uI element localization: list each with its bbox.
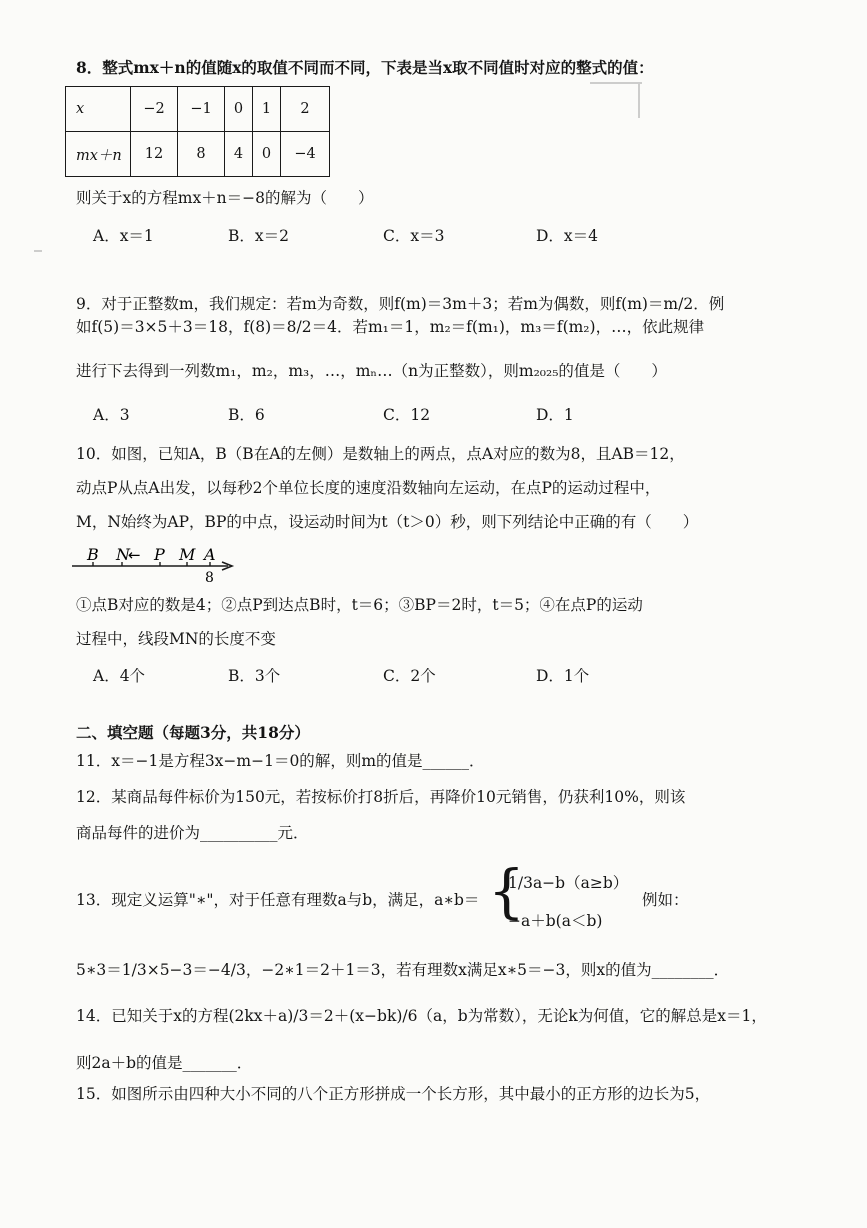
q12-line2: 商品每件的进价为__________元．: [76, 824, 309, 842]
option-d: D．1个: [536, 667, 590, 685]
q10-line3: M，N始终为AP，BP的中点，设运动时间为t（t＞0）秒，则下列结论中正确的有（ ）: [76, 513, 699, 531]
q14-line1: 14．已知关于x的方程(2kx＋a)/3＝2＋(x−bk)/6（a，b为常数），无论k为何值，它的解总是x＝1，: [76, 1007, 767, 1025]
q10-line1: 10．如图，已知A，B（B在A的左侧）是数轴上的两点，点A对应的数为8，且AB＝12，: [76, 445, 685, 463]
option-c: C．x＝3: [383, 227, 445, 245]
table-cell: −4: [281, 132, 330, 177]
scan-mark: [590, 82, 642, 84]
q10-line2: 动点P从点A出发，以每秒2个单位长度的速度沿数轴向左运动，在点P的运动过程中，: [76, 479, 661, 497]
section-title: 二、填空题（每题3分，共18分）: [76, 723, 310, 742]
option-a: A．4个: [93, 667, 146, 685]
q12-line1: 12．某商品每件标价为150元，若按标价打8折后，再降价10元销售，仍获利10%，则该: [76, 788, 686, 806]
number-line-figure: [72, 542, 242, 584]
option-b: B．6: [228, 406, 265, 424]
q11: 11．x＝−1是方程3x−m−1＝0的解，则m的值是______．: [76, 752, 485, 770]
q8-value-table: [65, 86, 330, 177]
point-b-label: B: [87, 545, 99, 564]
q13-brace: {: [488, 857, 525, 925]
q10-line5: 过程中，线段MN的长度不变: [76, 630, 276, 648]
table-row: [66, 132, 330, 177]
table-cell: 2: [281, 87, 330, 132]
scan-mark: [34, 250, 42, 252]
table-cell: −1: [178, 87, 225, 132]
point-n-label: N: [116, 545, 130, 564]
option-d: D．1: [536, 406, 574, 424]
scan-mark: [638, 84, 640, 118]
q13-case1: 1/3a−b（a≥b）: [508, 874, 629, 892]
option-c: C．2个: [383, 667, 436, 685]
q13-stem: 13．现定义运算"∗"，对于任意有理数a与b，满足，a∗b＝: [76, 891, 480, 909]
table-header-expression: mx＋n: [66, 132, 131, 177]
option-a: A．3: [93, 406, 130, 424]
option-c: C．12: [383, 406, 431, 424]
q13-case2: −a＋b(a＜b): [508, 912, 603, 930]
q10-line4: ①点B对应的数是4；②点P到达点B时，t＝6；③BP＝2时，t＝5；④在点P的运动: [76, 596, 643, 614]
q15-line1: 15．如图所示由四种大小不同的八个正方形拼成一个长方形，其中最小的正方形的边长为5，: [76, 1085, 711, 1103]
option-a: A．x＝1: [93, 227, 154, 245]
left-arrow-icon: ←: [128, 546, 141, 564]
q9-line2: 如f(5)＝3×5＋3＝18，f(8)＝8/2＝4．若m₁＝1，m₂＝f(m₁)，m₃＝f(m₂)，…，依此规律: [76, 318, 705, 336]
point-p-label: P: [154, 545, 165, 564]
q13-example-label: 例如：: [642, 891, 689, 909]
point-a-label: A: [204, 545, 216, 564]
table-header-x: x: [66, 87, 131, 132]
q8-question: 则关于x的方程mx＋n＝−8的解为（ ）: [76, 189, 374, 207]
option-b: B．x＝2: [228, 227, 289, 245]
q8-stem: 8．整式mx＋n的值随x的取值不同而不同，下表是当x取不同值时对应的整式的值：: [76, 58, 654, 77]
option-d: D．x＝4: [536, 227, 599, 245]
table-cell: 1: [253, 87, 281, 132]
table-cell: 0: [225, 87, 253, 132]
q13-line2: 5∗3＝1/3×5−3＝−4/3，−2∗1＝2＋1＝3，若有理数x满足x∗5＝−3，则x的值为________．: [76, 961, 730, 979]
q14-line2: 则2a＋b的值是_______．: [76, 1054, 253, 1072]
table-cell: 4: [225, 132, 253, 177]
point-m-label: M: [179, 545, 196, 564]
q9-line3: 进行下去得到一列数m₁，m₂，m₃，…，mₙ…（n为正整数），则m₂₀₂₅的值是（ ）: [76, 362, 667, 380]
table-cell: −2: [131, 87, 178, 132]
point-a-value: 8: [205, 570, 214, 586]
table-cell: 12: [131, 132, 178, 177]
table-cell: 8: [178, 132, 225, 177]
table-cell: 0: [253, 132, 281, 177]
table-row: [66, 87, 330, 132]
q9-line1: 9．对于正整数m，我们规定：若m为奇数，则f(m)＝3m＋3；若m为偶数，则f(m)＝m/2．例: [76, 295, 725, 313]
option-b: B．3个: [228, 667, 281, 685]
